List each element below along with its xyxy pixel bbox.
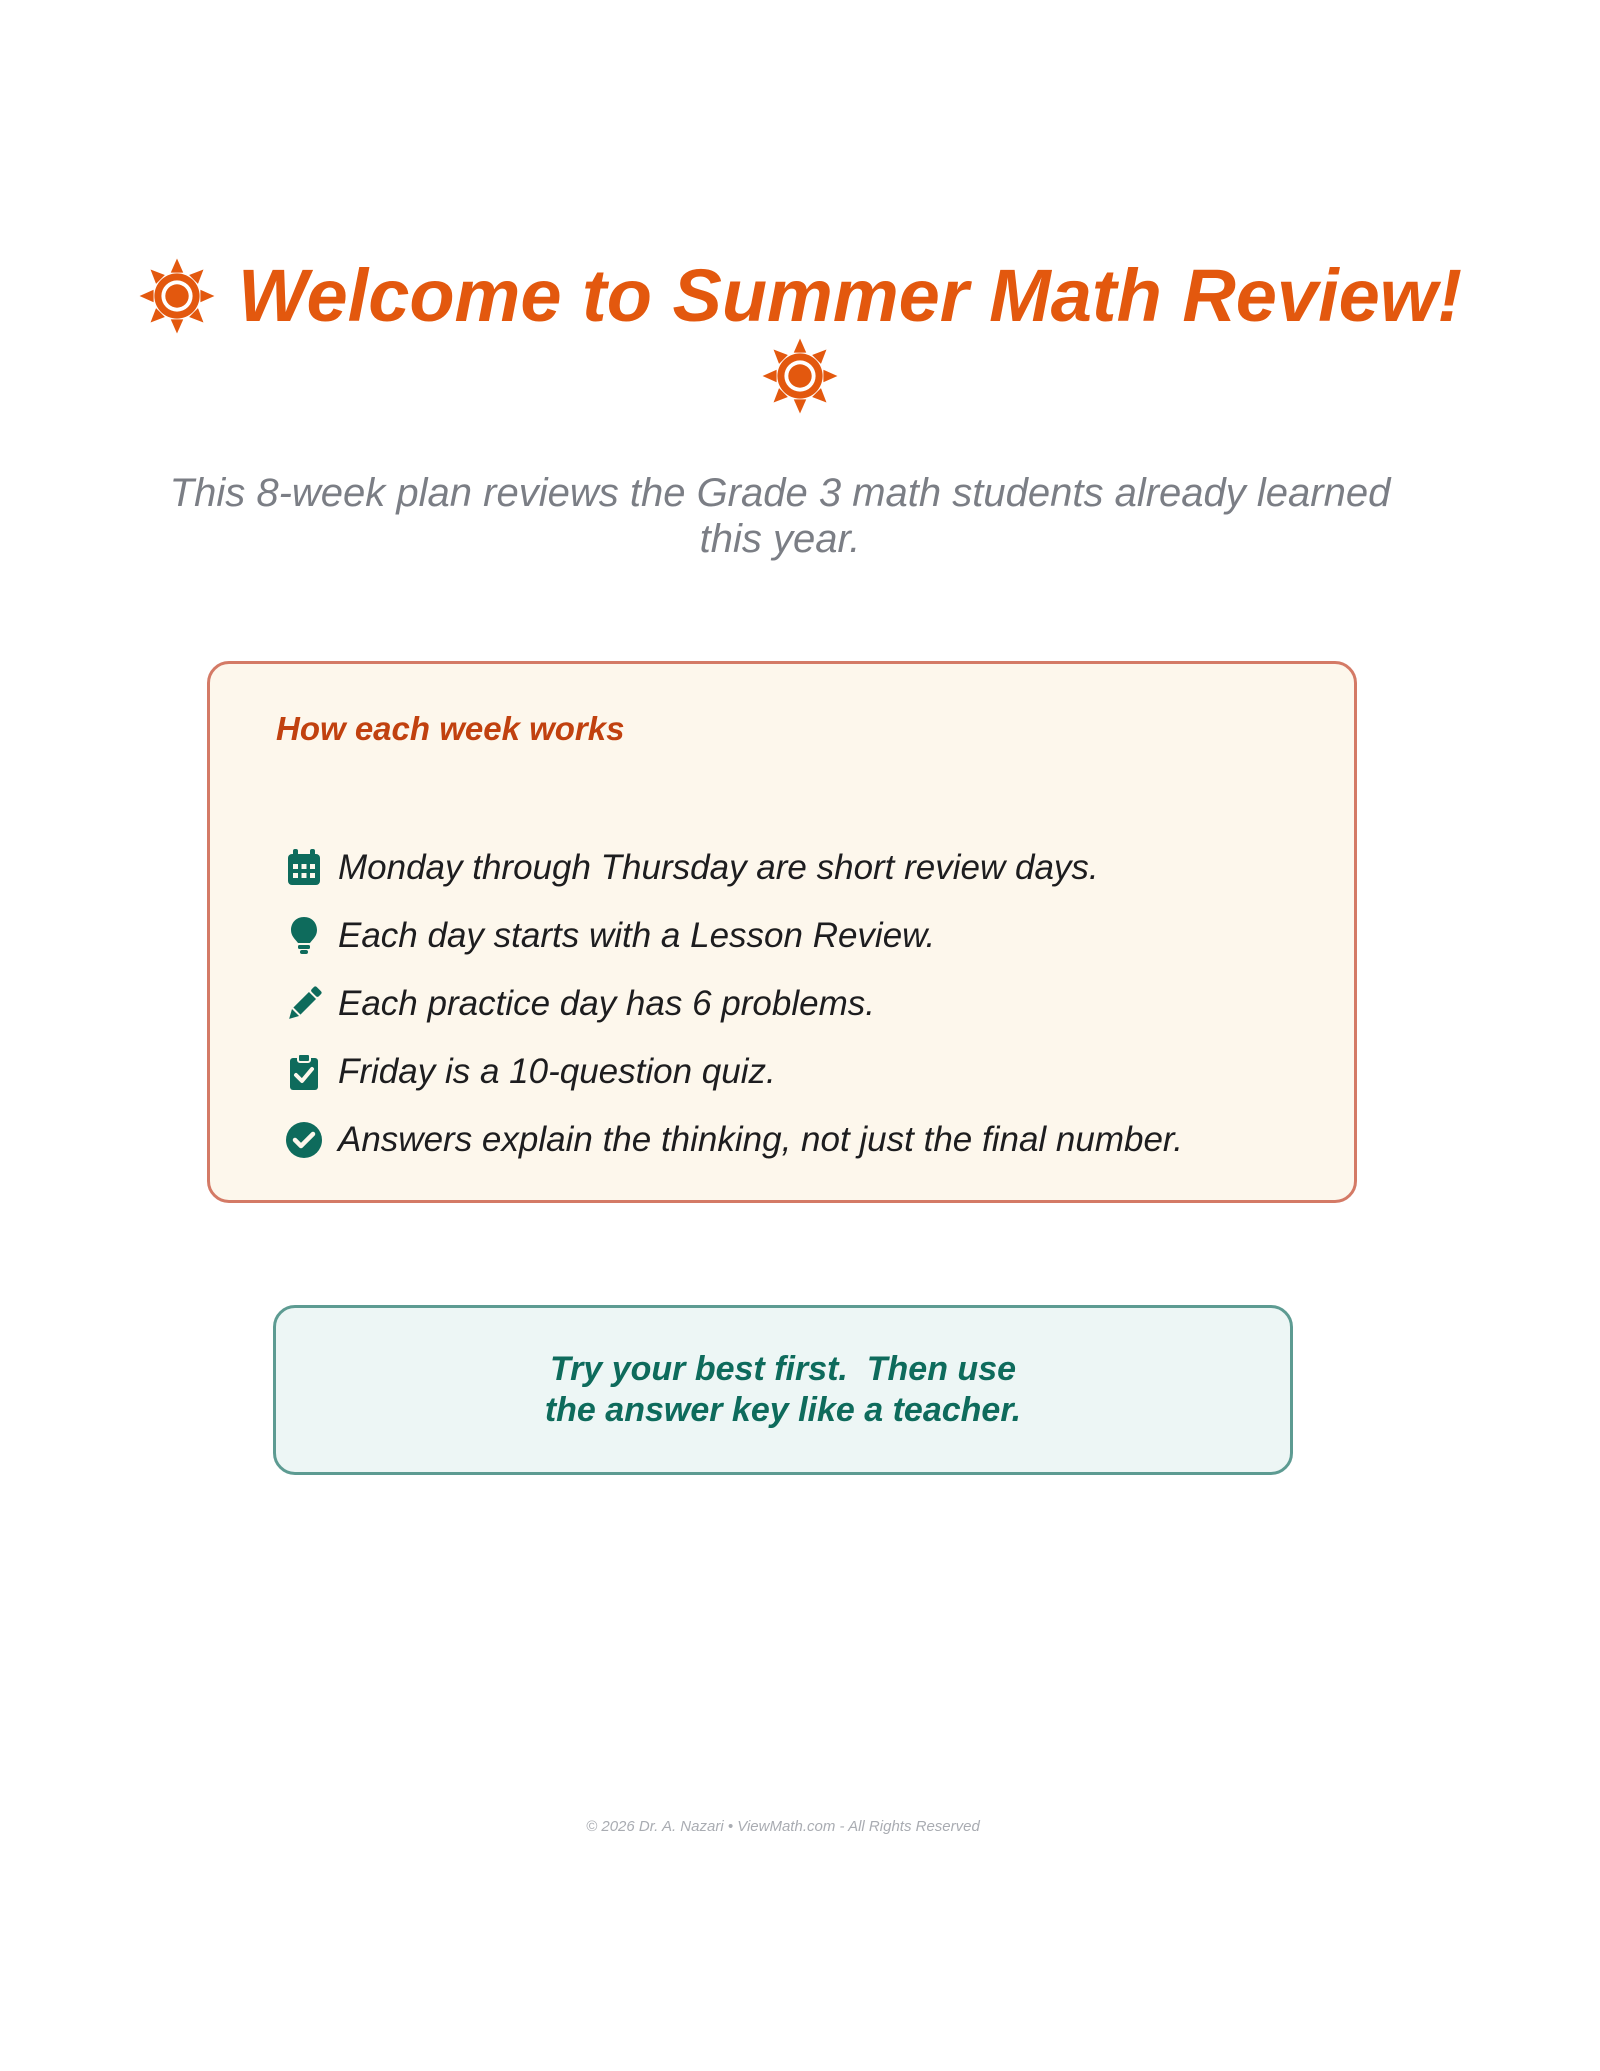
clipboard-check-icon xyxy=(284,1052,324,1092)
check-circle-icon xyxy=(284,1120,324,1160)
copyright-footer: © 2026 Dr. A. Nazari • ViewMath.com - All Rights Reserved xyxy=(586,1818,980,1835)
sun-icon xyxy=(761,337,839,415)
list-item-text: Each day starts with a Lesson Review. xyxy=(338,916,936,955)
how-each-week-works-box xyxy=(207,661,1357,1203)
intro-line-2: this year. xyxy=(699,517,861,561)
pencil-icon xyxy=(284,984,324,1024)
intro-text xyxy=(120,470,1440,562)
list-item-text: Each practice day has 6 problems. xyxy=(338,984,875,1023)
lightbulb-icon xyxy=(284,916,324,956)
intro-line-1: This 8-week plan reviews the Grade 3 math students already learned xyxy=(169,471,1391,515)
list-item xyxy=(284,902,1183,970)
tip-line-2: the answer key like a teacher. xyxy=(544,1391,1022,1429)
list-item xyxy=(284,1106,1183,1174)
list-item xyxy=(284,970,1183,1038)
week-structure-list xyxy=(284,834,1183,1174)
list-item-text: Friday is a 10-question quiz. xyxy=(338,1052,776,1091)
tip-line-1: Try your best first. Then use xyxy=(549,1350,1017,1388)
section-heading: How each week works xyxy=(276,710,625,747)
page-title: Welcome to Summer Math Review! xyxy=(237,254,1463,337)
calendar-icon xyxy=(284,848,324,888)
list-item-text: Answers explain the thinking, not just the final number. xyxy=(338,1120,1184,1159)
list-item-text: Monday through Thursday are short review days. xyxy=(338,848,1099,887)
sun-icon xyxy=(138,257,216,335)
list-item xyxy=(284,834,1183,902)
list-item xyxy=(284,1038,1183,1106)
page-title-block xyxy=(100,255,1500,415)
tip-callout xyxy=(273,1305,1293,1475)
